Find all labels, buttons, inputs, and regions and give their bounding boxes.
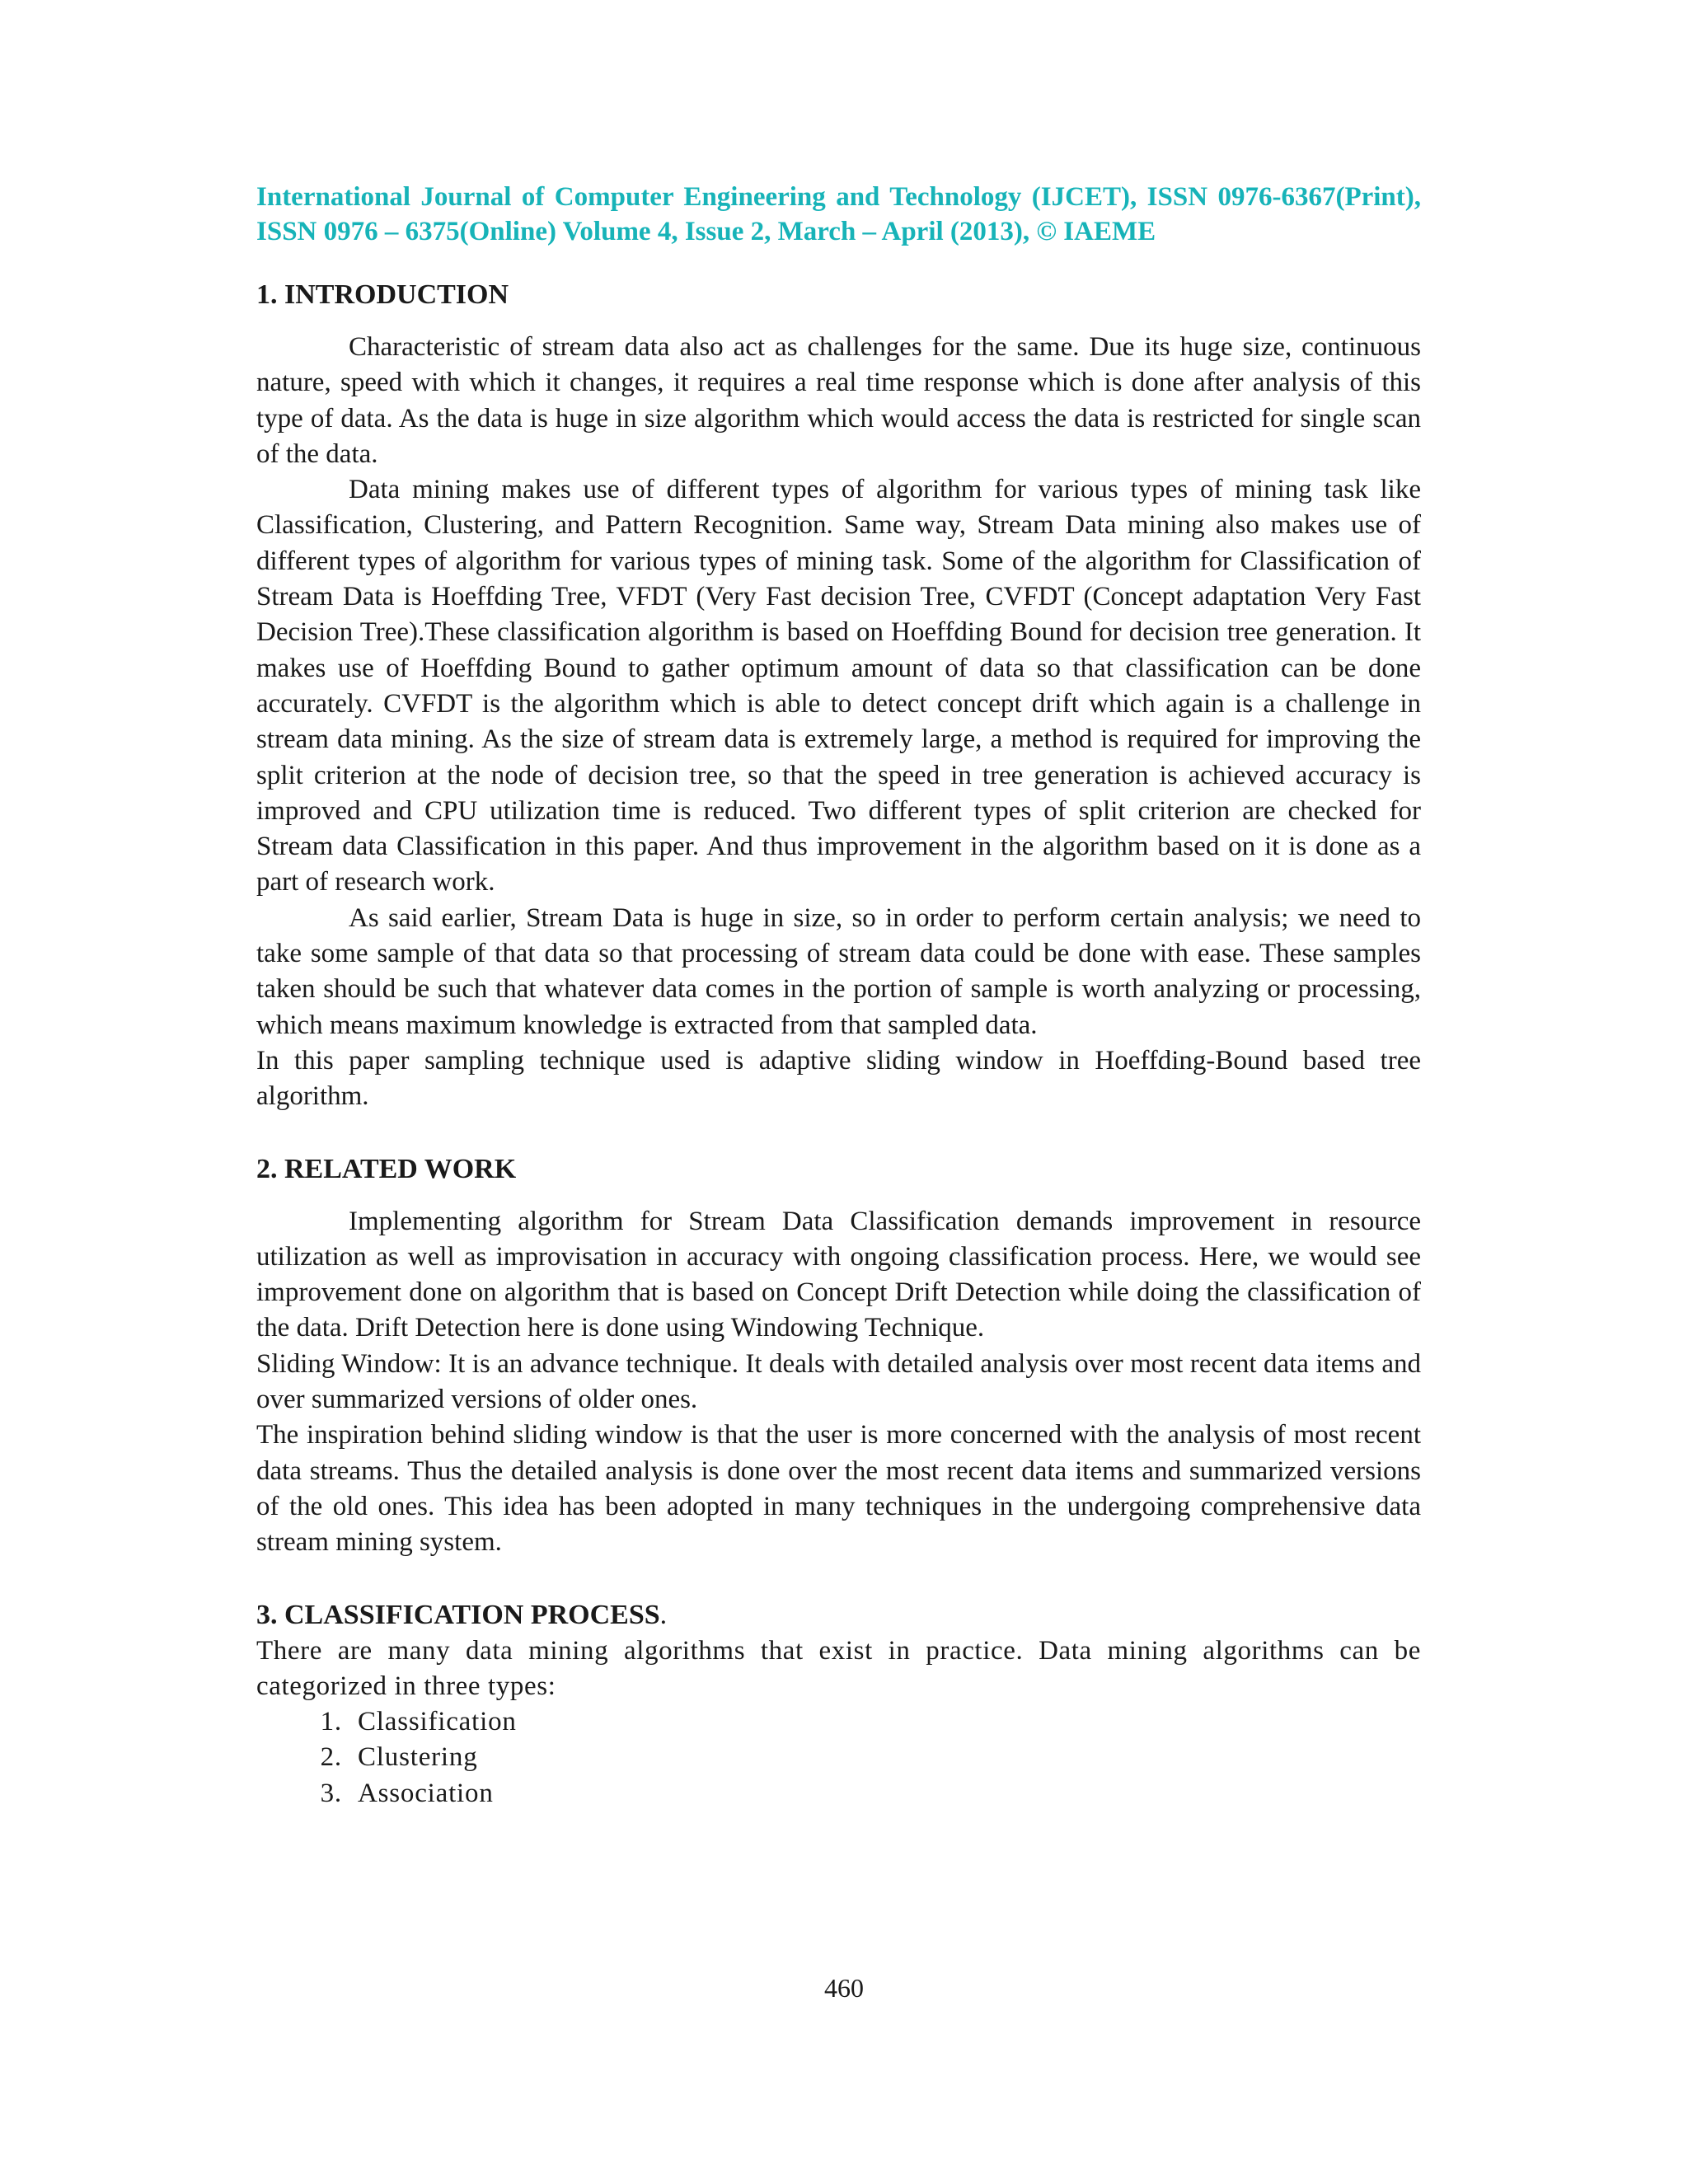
journal-header: International Journal of Computer Engineering and Technology (IJCET), ISSN 0976-6367(Print), ISSN 0976 – 6375(Online) Volume 4, Issue 2, March – April (2013), © IAEME — [256, 182, 1421, 246]
heading-period: . — [659, 1599, 668, 1630]
list-item: 2. Clustering — [349, 1740, 1421, 1775]
section-introduction — [256, 330, 1421, 1115]
paper-page — [256, 180, 1421, 1811]
paragraph: Data mining makes use of different types of algorithm for various types of mining task like Classification, Clustering, and Pattern Recognition. Same way, Stream Data mining also makes use of different types of algorithm for various types of mining task. Some of the algorithm for Classification of Stream Data is Hoeffding Tree, VFDT (Very Fast decision Tree, CVFDT (Concept adaptation Very Fast Decision Tree).These classification algorithm is based on Hoeffding Bound for decision tree generation. It makes use of Hoeffding Bound to gather optimum amount of data so that classification can be done accurately. CVFDT is the algorithm which is able to detect concept drift which again is a challenge in stream data mining. As the size of stream data is extremely large, a method is required for improving the split criterion at the node of decision tree, so that the speed in tree generation is achieved accuracy is improved and CPU utilization time is reduced. Two different types of split criterion are checked for Stream data Classification in this paper. And thus improvement in the algorithm based on it is done as a part of research work. — [256, 475, 1421, 898]
paragraph: In this paper sampling technique used is adaptive sliding window in Hoeffding-Bound based tree algorithm. — [256, 1045, 1421, 1112]
paragraph: Characteristic of stream data also act as challenges for the same. Due its huge size, continuous nature, speed with which it changes, it requires a real time response which is done after analysis of this type of data. As the data is huge in size algorithm which would access the data is restricted for single scan of the data. — [256, 332, 1421, 469]
section-heading-related-work: 2. RELATED WORK — [256, 1153, 517, 1184]
section-heading-introduction: 1. INTRODUCTION — [256, 279, 509, 310]
section-heading-text: 3. CLASSIFICATION PROCESS — [256, 1599, 660, 1630]
paragraph: As said earlier, Stream Data is huge in size, so in order to perform certain analysis; we need to take some sample of that data so that processing of stream data could be done with ease. These samples taken should be such that whatever data comes in the portion of sample is worth analyzing or processing, which means maximum knowledge is extracted from that sampled data. — [256, 902, 1421, 1040]
list-item: 3. Association — [349, 1776, 1421, 1811]
list-item: 1. Classification — [349, 1704, 1421, 1740]
paragraph: Sliding Window: It is an advance technique. It deals with detailed analysis over most recent data items and over summarized versions of older ones. — [256, 1348, 1421, 1415]
section-classification-process — [256, 1633, 1421, 1811]
paragraph: The inspiration behind sliding window is that the user is more concerned with the analysis of most recent data streams. Thus the detailed analysis is done over the most recent data items and summarized versions of the old ones. This idea has been adopted in many techniques in the undergoing comprehensive data stream mining system. — [256, 1420, 1421, 1558]
paragraph: Implementing algorithm for Stream Data Classification demands improvement in resource utilization as well as improvisation in accuracy with ongoing classification process. Here, we would see improvement done on algorithm that is based on Concept Drift Detection while doing the classification of the data. Drift Detection here is done using Windowing Technique. — [256, 1206, 1421, 1343]
section-heading-classification-process — [256, 1597, 1421, 1633]
algorithm-types-list — [256, 1704, 1421, 1811]
paragraph: There are many data mining algorithms that exist in practice. Data mining algorithms can be categorized in three types: — [256, 1635, 1421, 1701]
page-number: 460 — [824, 1973, 864, 2003]
section-related-work — [256, 1204, 1421, 1561]
